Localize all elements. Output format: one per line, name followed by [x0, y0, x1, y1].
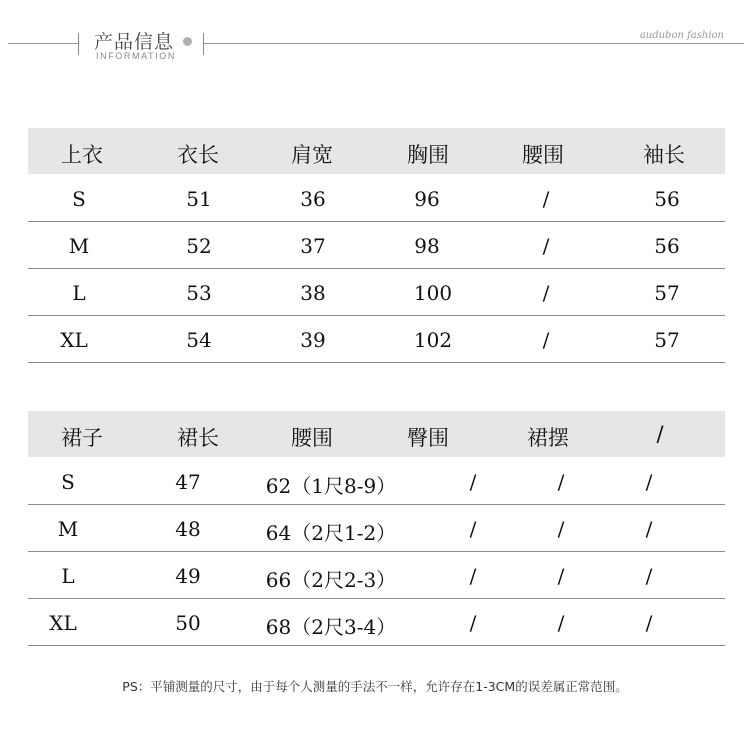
- header-tick-right: [203, 33, 204, 55]
- table-cell: 47: [175, 470, 201, 494]
- table-cell: S: [61, 470, 75, 494]
- table-cell: 51: [186, 187, 212, 211]
- table-cell: /: [542, 328, 550, 352]
- table-cell: 53: [186, 281, 212, 305]
- table-cell: 57: [654, 328, 680, 352]
- table-cell: 38: [300, 281, 326, 305]
- table-cell: /: [469, 611, 477, 635]
- brand-text: audubon fashion: [639, 30, 724, 41]
- table-cell: /: [645, 517, 653, 541]
- table-cell: 56: [654, 234, 680, 258]
- header-cell: 裙摆: [527, 426, 569, 450]
- table-cell: /: [645, 470, 653, 494]
- table-cell: 54: [186, 328, 212, 352]
- table-cell: 56: [654, 187, 680, 211]
- table-row: [28, 268, 725, 316]
- page-subtitle: INFORMATION: [96, 51, 176, 61]
- table-cell: 66（2尺2-3）: [265, 568, 397, 592]
- table-cell: XL: [60, 328, 88, 352]
- header-cell: /: [656, 422, 664, 446]
- header-cell: 裙子: [61, 426, 103, 450]
- table-cell: L: [61, 564, 75, 588]
- table-cell: 50: [175, 611, 201, 635]
- table-cell: /: [557, 564, 565, 588]
- header-cell: 袖长: [643, 143, 685, 167]
- header-cell: 肩宽: [291, 143, 333, 167]
- table-cell: 68（2尺3-4）: [265, 615, 397, 639]
- table-cell: /: [542, 234, 550, 258]
- table-row: [28, 174, 725, 222]
- table-cell: M: [68, 234, 90, 258]
- table-cell: /: [645, 611, 653, 635]
- table-cell: 96: [414, 187, 440, 211]
- table-cell: 64（2尺1-2）: [265, 521, 397, 545]
- header-line-left: [8, 43, 78, 44]
- header-line-right: [204, 43, 744, 44]
- table-header-row: [28, 411, 725, 457]
- table-row: [28, 221, 725, 269]
- table-cell: L: [72, 281, 86, 305]
- table-cell: /: [557, 611, 565, 635]
- dot-icon: [183, 37, 192, 46]
- table-cell: 49: [175, 564, 201, 588]
- table-cell: /: [557, 470, 565, 494]
- table-row: [28, 504, 725, 552]
- table-cell: /: [542, 187, 550, 211]
- header-cell: 胸围: [407, 143, 449, 167]
- table-cell: 48: [175, 517, 201, 541]
- table-cell: /: [542, 281, 550, 305]
- table-cell: /: [557, 517, 565, 541]
- header-cell: 上衣: [61, 143, 103, 167]
- top-size-table: [28, 128, 725, 364]
- header-tick-left: [78, 33, 79, 55]
- table-row: [28, 315, 725, 363]
- table-cell: XL: [49, 611, 77, 635]
- table-cell: 39: [300, 328, 326, 352]
- header-cell: 臀围: [407, 426, 449, 450]
- table-header-row: [28, 128, 725, 174]
- measurement-note: PS：平铺测量的尺寸，由于每个人测量的手法不一样，允许存在1-3CM的误差属正常范围。: [122, 679, 628, 694]
- header-cell: 衣长: [177, 143, 219, 167]
- table-row: [28, 551, 725, 599]
- table-cell: 36: [300, 187, 326, 211]
- bottom-size-table: [28, 411, 725, 647]
- table-cell: 98: [414, 234, 440, 258]
- table-cell: 100: [413, 281, 453, 305]
- table-cell: S: [72, 187, 86, 211]
- table-cell: 37: [300, 234, 326, 258]
- page-title: 产品信息: [94, 31, 175, 53]
- table-row: [28, 457, 725, 505]
- header-cell: 腰围: [291, 426, 333, 450]
- table-cell: /: [469, 564, 477, 588]
- table-cell: 52: [186, 234, 212, 258]
- header-cell: 裙长: [177, 426, 219, 450]
- table-cell: /: [469, 517, 477, 541]
- table-cell: 62（1尺8-9）: [265, 474, 397, 498]
- table-cell: 57: [654, 281, 680, 305]
- header-cell: 腰围: [522, 143, 564, 167]
- table-row: [28, 598, 725, 646]
- table-cell: /: [469, 470, 477, 494]
- table-cell: /: [645, 564, 653, 588]
- table-cell: M: [57, 517, 79, 541]
- table-cell: 102: [413, 328, 453, 352]
